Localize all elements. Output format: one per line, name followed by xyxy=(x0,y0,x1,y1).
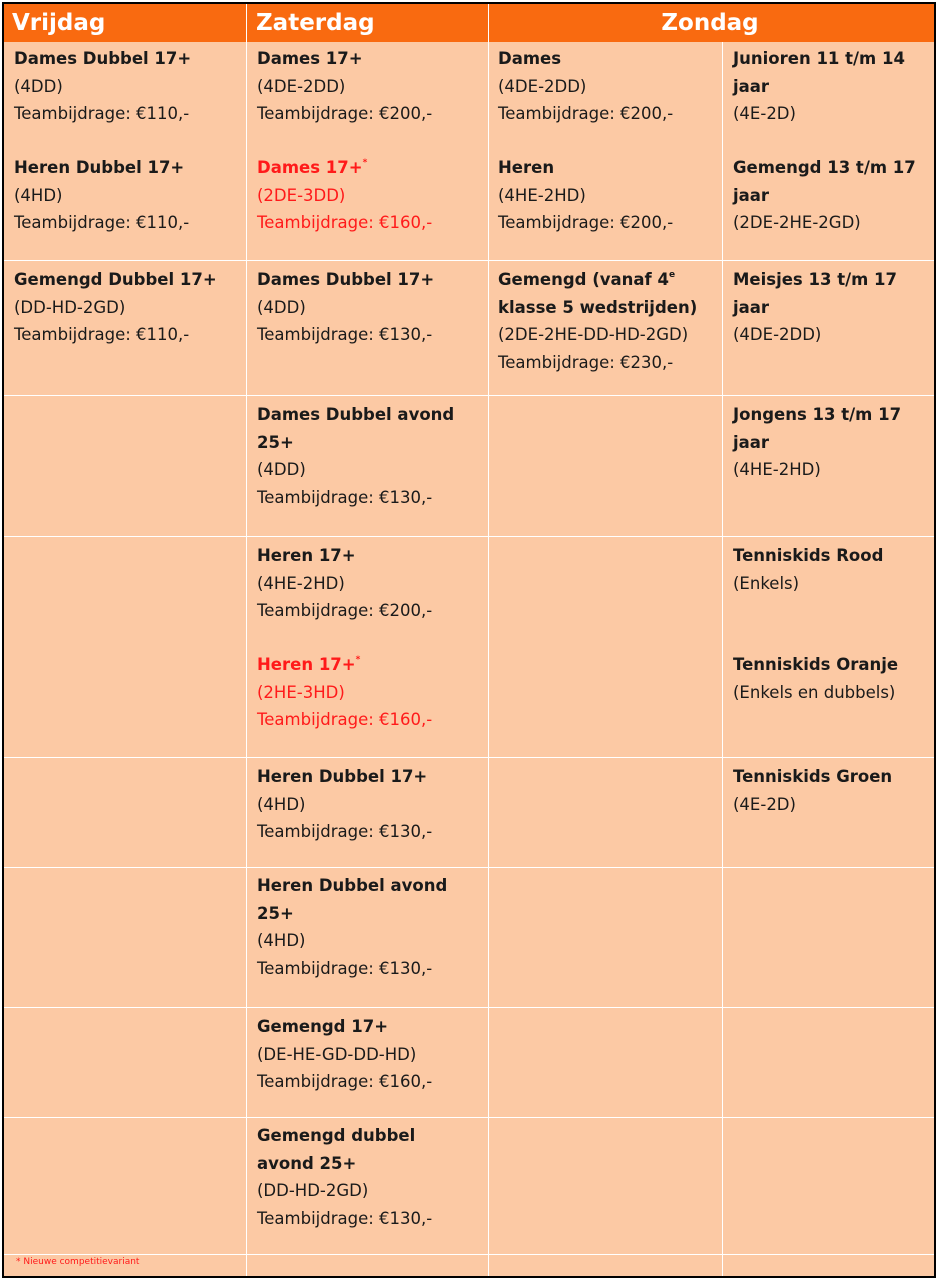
row-divider xyxy=(4,1254,934,1255)
item-title: Dames Dubbel 17+ xyxy=(257,270,435,289)
item-code: (4DD) xyxy=(257,297,306,317)
list-item-new-variant xyxy=(257,651,432,734)
item-title: Dames 17+ xyxy=(257,158,363,177)
item-fee: Teambijdrage: €160,- xyxy=(257,710,433,729)
item-title: Heren 17+ xyxy=(257,655,356,674)
item-title: Gemengd (vanaf 4 xyxy=(498,270,669,289)
column-divider xyxy=(488,42,489,1278)
item-code: (4DE-2DD) xyxy=(498,76,587,96)
item-title: Dames xyxy=(498,49,562,68)
item-title: Gemengd Dubbel 17+ xyxy=(14,270,217,289)
list-item xyxy=(257,45,432,128)
header-sunday: Zondag xyxy=(661,10,759,36)
table-header xyxy=(4,4,934,42)
item-code: (4HE-2HD) xyxy=(498,185,586,205)
list-item xyxy=(14,154,189,237)
header-saturday: Zaterdag xyxy=(256,10,375,36)
item-code: (DD-HD-2GD) xyxy=(14,297,126,317)
item-title: Dames 17+ xyxy=(257,49,363,68)
list-item xyxy=(733,154,916,237)
item-code: (4HD) xyxy=(14,185,63,205)
item-fee: Teambijdrage: €110,- xyxy=(14,104,190,123)
item-title: Tenniskids Groen xyxy=(733,767,893,786)
list-item xyxy=(257,1122,432,1232)
item-title: Heren Dubbel avond xyxy=(257,876,448,895)
item-code: (4DE-2DD) xyxy=(733,325,822,344)
item-title: Gemengd 17+ xyxy=(257,1017,389,1036)
item-code: (2DE-2HE-DD-HD-2GD) xyxy=(498,325,689,344)
column-divider xyxy=(722,42,723,1278)
item-code: (DE-HE-GD-DD-HD) xyxy=(257,1044,417,1064)
item-title: Heren Dubbel 17+ xyxy=(14,158,185,177)
item-title-cont: klasse 5 wedstrijden) xyxy=(498,297,698,317)
item-fee: Teambijdrage: €200,- xyxy=(498,213,674,232)
list-item xyxy=(257,401,454,511)
new-variant-marker: * xyxy=(355,654,361,665)
list-item xyxy=(733,45,905,128)
row-divider xyxy=(4,867,934,868)
row-divider xyxy=(4,757,934,758)
item-title-cont: 25+ xyxy=(257,903,294,923)
item-title-cont: jaar xyxy=(733,297,770,317)
header-divider xyxy=(246,4,247,42)
item-fee: Teambijdrage: €200,- xyxy=(257,104,433,123)
item-fee: Teambijdrage: €130,- xyxy=(257,822,433,841)
item-title: Heren Dubbel 17+ xyxy=(257,767,428,786)
item-fee: Teambijdrage: €200,- xyxy=(498,104,674,123)
row-divider xyxy=(4,536,934,537)
item-title: Meisjes 13 t/m 17 xyxy=(733,270,898,289)
item-title: Tenniskids Oranje xyxy=(733,655,899,674)
list-item xyxy=(257,1013,432,1096)
item-code: (4DE-2DD) xyxy=(257,76,346,96)
list-item xyxy=(257,763,432,846)
item-title-cont: jaar xyxy=(733,185,770,205)
item-code: (4DD) xyxy=(257,460,306,479)
item-code: (2DE-2HE-2GD) xyxy=(733,213,861,232)
list-item xyxy=(498,154,673,237)
header-divider xyxy=(488,4,489,42)
list-item xyxy=(498,266,697,376)
item-title: Heren xyxy=(498,158,555,177)
item-code: (4HE-2HD) xyxy=(733,460,821,479)
item-code: (2DE-3DD) xyxy=(257,185,346,205)
item-fee: Teambijdrage: €130,- xyxy=(257,325,433,344)
column-divider xyxy=(246,42,247,1278)
item-title-cont: avond 25+ xyxy=(257,1153,357,1173)
list-item xyxy=(733,651,898,706)
item-fee: Teambijdrage: €230,- xyxy=(498,352,674,372)
list-item xyxy=(14,45,191,128)
item-fee: Teambijdrage: €130,- xyxy=(257,1208,433,1228)
competition-table xyxy=(2,2,936,1278)
list-item xyxy=(733,266,897,349)
item-code: (DD-HD-2GD) xyxy=(257,1181,369,1200)
item-code: (Enkels) xyxy=(733,573,800,593)
item-fee: Teambijdrage: €130,- xyxy=(257,487,433,507)
footnote: * Nieuwe competitievariant xyxy=(16,1257,140,1267)
item-code: (4HD) xyxy=(257,931,306,950)
item-fee: Teambijdrage: €130,- xyxy=(257,958,433,978)
item-fee: Teambijdrage: €200,- xyxy=(257,601,433,620)
item-title: Dames Dubbel avond xyxy=(257,405,455,424)
list-item xyxy=(733,542,883,597)
item-title: Jongens 13 t/m 17 xyxy=(733,405,902,424)
item-title-cont: jaar xyxy=(733,432,770,452)
item-code: (4E-2D) xyxy=(733,104,796,123)
list-item xyxy=(14,266,217,349)
item-fee: Teambijdrage: €110,- xyxy=(14,325,190,344)
item-fee: Teambijdrage: €160,- xyxy=(257,1072,433,1091)
item-title: Gemengd dubbel xyxy=(257,1126,416,1145)
item-title: Gemengd 13 t/m 17 xyxy=(733,158,916,177)
item-code: (2HE-3HD) xyxy=(257,682,345,702)
item-code: (4E-2D) xyxy=(733,794,796,814)
list-item xyxy=(257,266,434,349)
row-divider xyxy=(4,260,934,261)
item-code: (4DD) xyxy=(14,76,63,96)
item-code: (4HD) xyxy=(257,794,306,814)
row-divider xyxy=(4,1007,934,1008)
item-fee: Teambijdrage: €110,- xyxy=(14,213,190,232)
item-title-cont: jaar xyxy=(733,76,770,96)
item-code: (4HE-2HD) xyxy=(257,573,345,593)
ordinal-suffix: e xyxy=(668,269,676,280)
footnote-underline xyxy=(72,1277,168,1278)
list-item xyxy=(733,763,892,818)
item-title: Heren 17+ xyxy=(257,546,356,565)
list-item xyxy=(498,45,673,128)
item-fee: Teambijdrage: €160,- xyxy=(257,213,433,232)
list-item xyxy=(257,872,447,982)
header-friday: Vrijdag xyxy=(12,10,106,36)
row-divider xyxy=(4,1117,934,1118)
row-divider xyxy=(4,395,934,396)
list-item-new-variant xyxy=(257,154,432,237)
item-title-cont: 25+ xyxy=(257,432,294,452)
item-title: Tenniskids Rood xyxy=(733,546,884,565)
item-title: Junioren 11 t/m 14 xyxy=(733,49,905,68)
list-item xyxy=(257,542,432,625)
list-item xyxy=(733,401,901,484)
item-title: Dames Dubbel 17+ xyxy=(14,49,192,68)
new-variant-marker: * xyxy=(362,157,368,168)
item-code: (Enkels en dubbels) xyxy=(733,682,896,702)
